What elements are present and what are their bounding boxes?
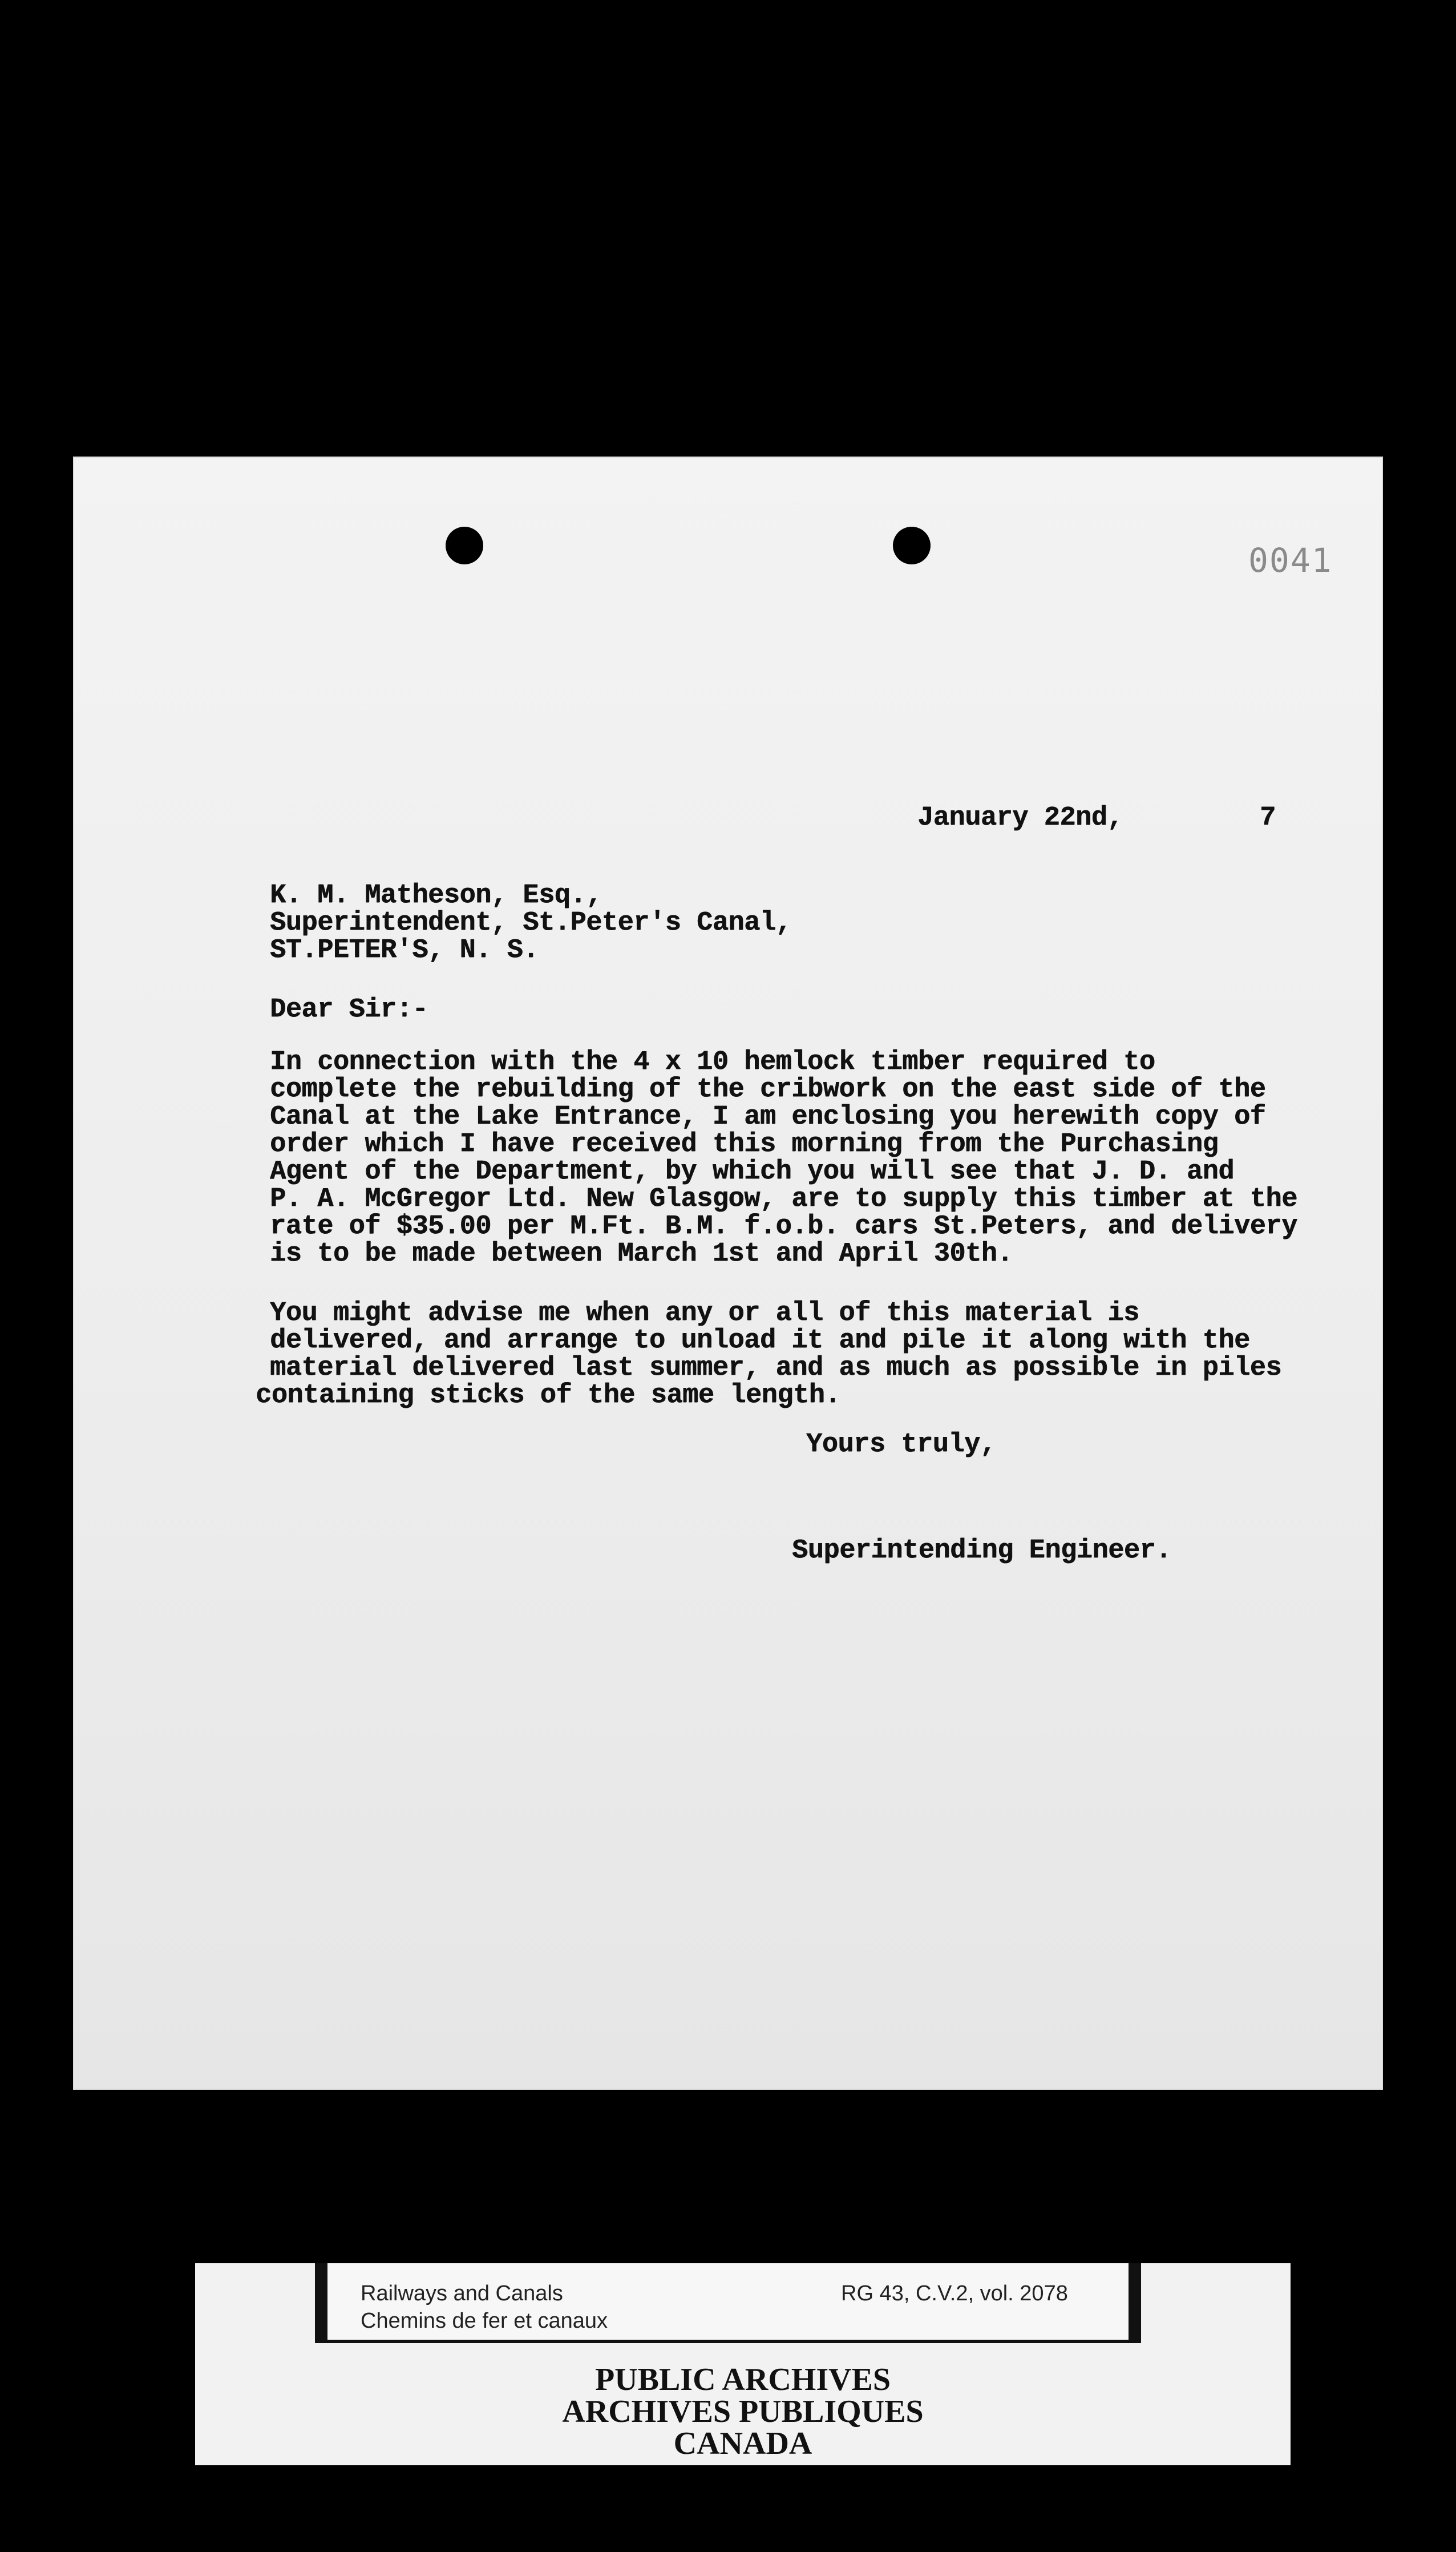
archive-reference: RG 43, C.V.2, vol. 2078 bbox=[841, 2282, 1068, 2305]
recipient-name: K. M. Matheson, Esq., bbox=[270, 881, 602, 911]
archive-title-english: PUBLIC ARCHIVES bbox=[594, 2362, 891, 2397]
archive-label bbox=[195, 2263, 1291, 2465]
archive-reference-box bbox=[315, 2263, 1141, 2343]
paragraph-1-line: Agent of the Department, by which you will see that J. D. and bbox=[270, 1157, 1234, 1187]
archive-title-country: CANADA bbox=[673, 2426, 812, 2461]
recipient-location: ST.PETER'S, N. S. bbox=[270, 935, 539, 966]
letter-page bbox=[73, 457, 1383, 2090]
paragraph-2-line: delivered, and arrange to unload it and pile it along with the bbox=[270, 1326, 1250, 1356]
recipient-title: Superintendent, St.Peter's Canal, bbox=[270, 908, 792, 938]
letter-date: January 22nd, bbox=[917, 803, 1123, 833]
salutation: Dear Sir:- bbox=[270, 995, 428, 1025]
paragraph-1-line: rate of $35.00 per M.Ft. B.M. f.o.b. cars St.Peters, and delivery bbox=[270, 1212, 1297, 1242]
punch-hole-left bbox=[446, 527, 483, 564]
closing: Yours truly, bbox=[806, 1430, 996, 1460]
paragraph-2-line: containing sticks of the same length. bbox=[256, 1380, 841, 1411]
paragraph-1-line: complete the rebuilding of the cribwork on the east side of the bbox=[270, 1075, 1266, 1105]
paragraph-2-line: material delivered last summer, and as much as possible in piles bbox=[270, 1353, 1282, 1383]
signature-title: Superintending Engineer. bbox=[792, 1536, 1171, 1566]
paragraph-1-line: order which I have received this morning from the Purchasing bbox=[270, 1129, 1219, 1160]
paragraph-1-line: P. A. McGregor Ltd. New Glasgow, are to supply this timber at the bbox=[270, 1184, 1297, 1214]
paragraph-1-line: Canal at the Lake Entrance, I am enclosing you herewith copy of bbox=[270, 1102, 1266, 1132]
archive-fonds-french: Chemins de fer et canaux bbox=[361, 2309, 608, 2333]
paragraph-1-line: is to be made between March 1st and April 30th. bbox=[270, 1239, 1013, 1269]
paragraph-1-line: In connection with the 4 x 10 hemlock timber required to bbox=[270, 1047, 1155, 1077]
paragraph-2-line: You might advise me when any or all of this material is bbox=[270, 1298, 1139, 1329]
archive-fonds-english: Railways and Canals bbox=[361, 2282, 563, 2305]
punch-hole-right bbox=[893, 527, 931, 564]
page-number-stamp: 0041 bbox=[1248, 541, 1333, 580]
archive-title-french: ARCHIVES PUBLIQUES bbox=[562, 2394, 924, 2429]
date-mark: 7 bbox=[1260, 803, 1276, 833]
